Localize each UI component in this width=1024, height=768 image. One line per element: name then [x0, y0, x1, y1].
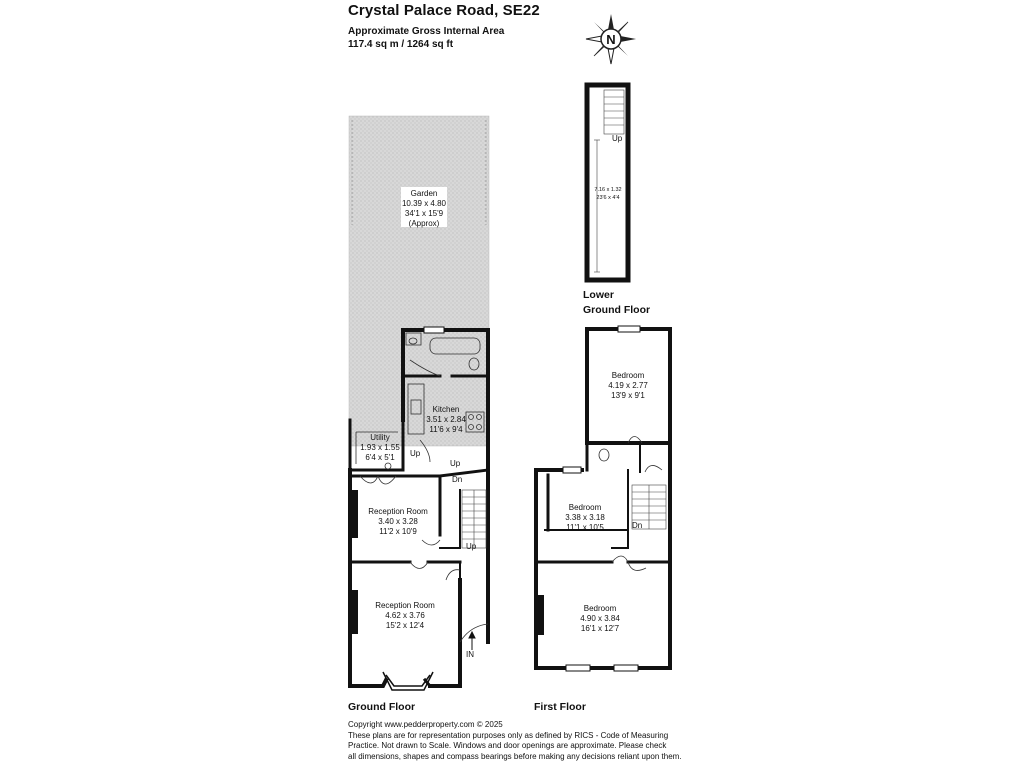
- bay-window: [383, 672, 433, 690]
- svg-text:13'9 x 9'1: 13'9 x 9'1: [611, 391, 645, 400]
- plan-title: Crystal Palace Road, SE22: [348, 2, 540, 19]
- lower-ground-walls: [587, 85, 628, 280]
- svg-text:4.62 x 3.76: 4.62 x 3.76: [385, 611, 425, 620]
- chimney-breast: [350, 590, 358, 634]
- disclaimer-line: Practice. Not drawn to Scale. Windows and door openings are approximate. Please check: [348, 741, 667, 750]
- svg-text:Kitchen: Kitchen: [432, 405, 460, 414]
- svg-text:6'4 x 5'1: 6'4 x 5'1: [365, 453, 395, 462]
- svg-text:7.16 x 1.32: 7.16 x 1.32: [594, 187, 622, 193]
- svg-text:1.93 x 1.55: 1.93 x 1.55: [360, 443, 400, 452]
- svg-text:Reception Room: Reception Room: [368, 507, 428, 516]
- disclaimer-line: These plans are for representation purposes only as defined by RICS - Code of Measuring: [348, 730, 669, 740]
- lower-dimension-line: [594, 140, 600, 272]
- svg-text:(Approx): (Approx): [408, 219, 440, 228]
- disclaimer-line: all dimensions, shapes and compass bearings before making any decisions reliant upon them.: [348, 751, 682, 761]
- compass-north-letter: N: [606, 32, 616, 47]
- lower-label-line1: Lower: [583, 289, 614, 301]
- chimney-breast: [536, 595, 544, 635]
- lower-ground-floor-label: [583, 288, 650, 318]
- svg-text:34'1 x 15'9: 34'1 x 15'9: [404, 209, 444, 218]
- reception-rear-label: [368, 507, 428, 536]
- ground-stairs: [462, 490, 486, 548]
- svg-text:10.39 x 4.80: 10.39 x 4.80: [401, 199, 447, 208]
- svg-text:Up: Up: [410, 449, 421, 458]
- first-fixtures: [599, 437, 662, 571]
- svg-text:Bedroom: Bedroom: [611, 371, 645, 380]
- lower-room-label: [594, 187, 621, 201]
- lower-stairs: [604, 90, 624, 134]
- garden-area: [349, 116, 489, 446]
- svg-text:11'1 x 10'5: 11'1 x 10'5: [566, 523, 604, 532]
- disclaimer-footer: [348, 720, 708, 762]
- svg-text:IN: IN: [466, 650, 474, 659]
- svg-text:3.40 x 3.28: 3.40 x 3.28: [378, 517, 418, 526]
- chimney-breast: [350, 490, 358, 538]
- svg-text:11'2 x 10'9: 11'2 x 10'9: [379, 527, 417, 536]
- bedroom-mid-label: [565, 503, 605, 532]
- first-floor-label: First Floor: [534, 701, 586, 713]
- entrance-arrow-icon: [469, 632, 475, 650]
- copyright-text: Copyright www.pedderproperty.com © 2025: [348, 720, 503, 729]
- area-value: 117.4 sq m / 1264 sq ft: [348, 39, 454, 50]
- bedroom-front-label: [580, 604, 620, 633]
- svg-text:Up: Up: [612, 134, 623, 143]
- svg-text:11'6 x 9'4: 11'6 x 9'4: [429, 425, 463, 434]
- lower-label-line2: Ground Floor: [583, 304, 651, 316]
- area-label: Approximate Gross Internal Area: [348, 26, 505, 37]
- svg-text:Garden: Garden: [410, 189, 438, 198]
- svg-text:Bedroom: Bedroom: [583, 604, 617, 613]
- svg-text:15'2 x 12'4: 15'2 x 12'4: [385, 621, 425, 630]
- svg-text:Dn: Dn: [452, 475, 463, 484]
- svg-text:Bedroom: Bedroom: [568, 503, 602, 512]
- svg-text:Up: Up: [450, 459, 461, 468]
- svg-text:3.51 x 2.84: 3.51 x 2.84: [426, 415, 466, 424]
- svg-text:Reception Room: Reception Room: [375, 601, 435, 610]
- svg-text:Up: Up: [466, 542, 477, 551]
- svg-text:3.38 x 3.18: 3.38 x 3.18: [565, 513, 605, 522]
- svg-text:Utility: Utility: [370, 433, 390, 442]
- ground-floor-label: Ground Floor: [348, 701, 416, 713]
- bedroom-rear-label: [608, 371, 648, 400]
- svg-text:16'1 x 12'7: 16'1 x 12'7: [580, 624, 620, 633]
- svg-text:Dn: Dn: [632, 521, 643, 530]
- svg-text:4.19 x 2.77: 4.19 x 2.77: [608, 381, 648, 390]
- reception-front-label: [375, 601, 435, 630]
- svg-text:23'6 x 4'4: 23'6 x 4'4: [596, 195, 620, 201]
- svg-text:4.90 x 3.84: 4.90 x 3.84: [580, 614, 620, 623]
